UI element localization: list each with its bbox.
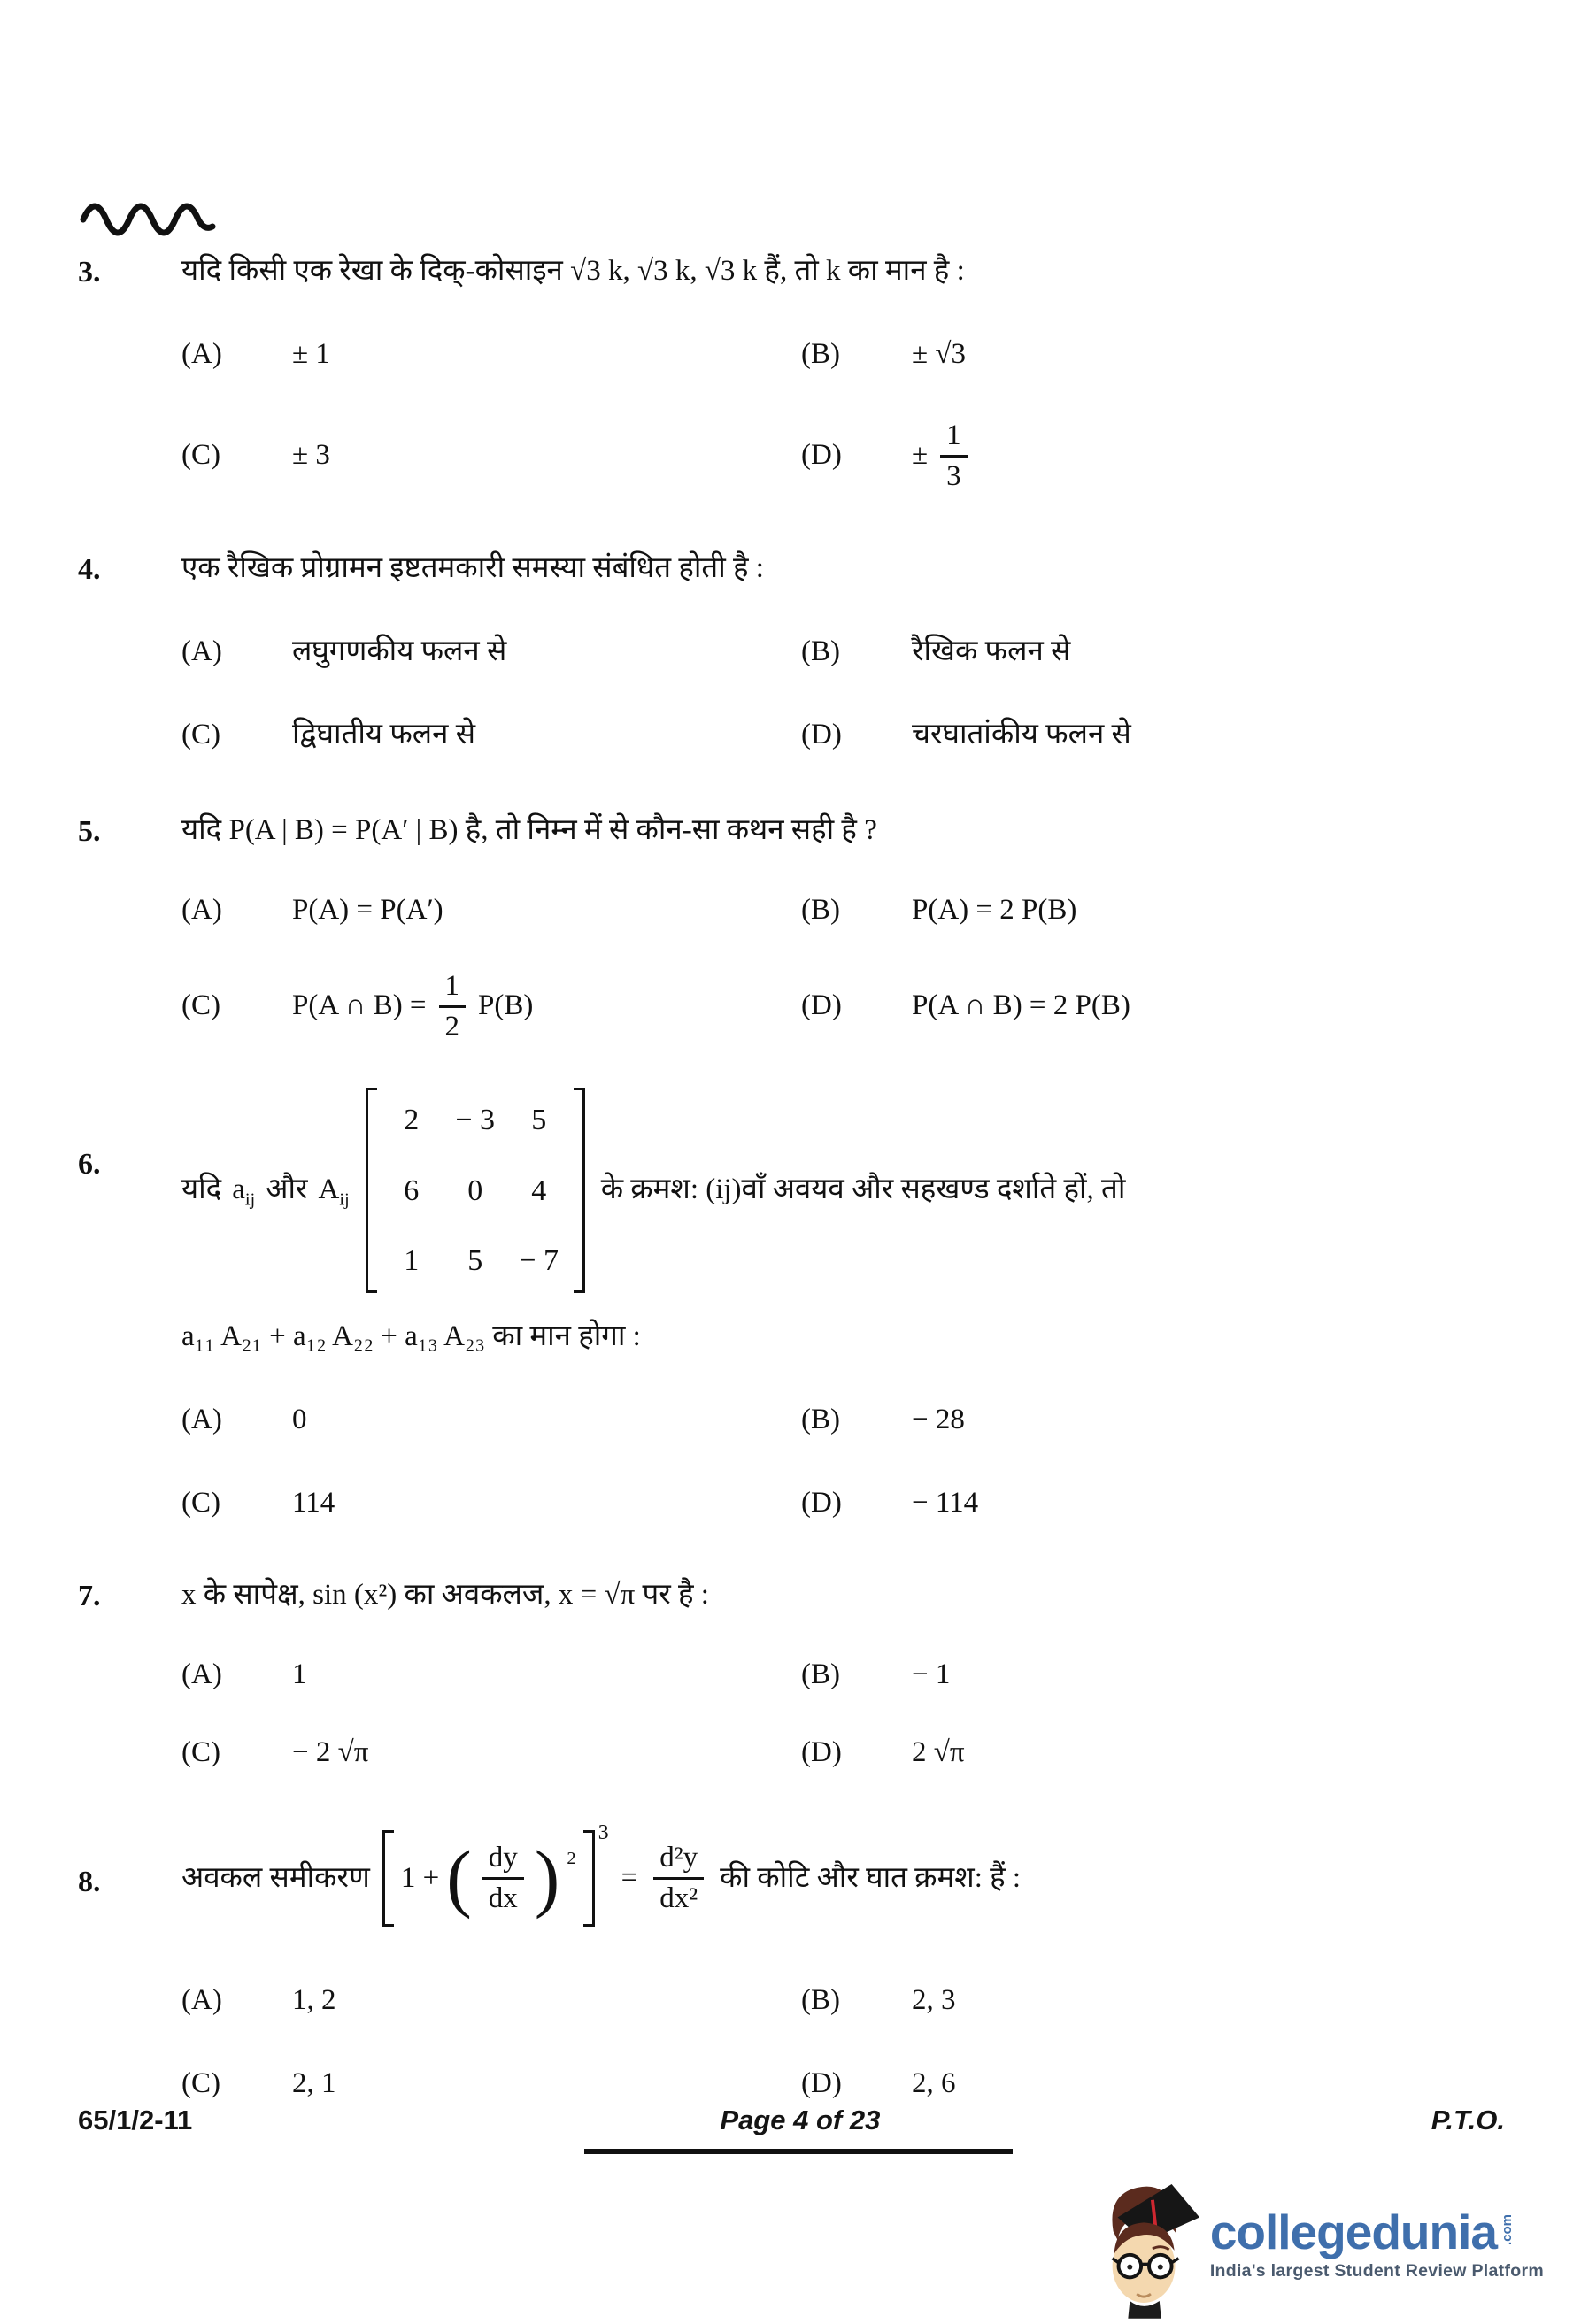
option-a xyxy=(181,334,801,376)
option-b xyxy=(801,1980,1505,2022)
A-ij: $A_{ij}$ xyxy=(318,1174,350,1211)
exponent-inner: 2 xyxy=(567,1849,576,1869)
option-label: (A) xyxy=(181,1404,222,1436)
option-value xyxy=(912,417,971,496)
matrix-cell: 0 xyxy=(467,1174,483,1207)
option-d xyxy=(801,985,1505,1027)
option-value: 2, 6 xyxy=(912,2067,956,2100)
exponent-outer: 3 xyxy=(598,1821,609,1845)
matrix-bracket-right xyxy=(574,1088,585,1293)
option-value: द्विघातीय फलन से xyxy=(292,719,476,751)
option-value: 1, 2 xyxy=(292,1984,336,2017)
option-c xyxy=(181,967,801,1046)
option-label: (C) xyxy=(181,719,220,751)
option-value: − 28 xyxy=(912,1404,965,1436)
option-value: 2 √π xyxy=(912,1735,965,1768)
option-a xyxy=(181,1654,801,1697)
matrix-cell: − 3 xyxy=(455,1104,496,1137)
option-value: P(A) = P(A′) xyxy=(292,893,443,926)
option-value: ± 3 xyxy=(292,439,330,472)
plus-minus: ± xyxy=(912,439,929,472)
option-value: P(A) = 2 P(B) xyxy=(912,893,1077,926)
question-4 xyxy=(78,548,1505,757)
option-label: (B) xyxy=(801,1658,840,1690)
matrix-bracket-left xyxy=(366,1088,377,1293)
question-text-line1: यदि $a_{ij}$ और $A_{ij}$ 2 − 3 5 6 0 4 1 5 − 7 के क्रमश: (ij)वाँ अवयव और सहखण्ड दर्शाते हों, तो xyxy=(181,1088,1505,1293)
question-6 xyxy=(78,1088,1505,1524)
option-value: 2, 3 xyxy=(912,1984,956,2017)
option-value: लघुगणकीय फलन से xyxy=(292,635,507,668)
option-value: ± 1 xyxy=(292,337,330,370)
fraction-dy-dx: $\frac{dy}{dx}$ xyxy=(482,1839,524,1918)
option-label: (A) xyxy=(181,337,222,370)
matrix-cell: 5 xyxy=(531,1104,547,1137)
fraction: $\frac{1}{2}$ xyxy=(439,967,467,1046)
option-value: − 114 xyxy=(912,1487,979,1520)
option-label: (D) xyxy=(801,989,842,1022)
question-8 xyxy=(78,1821,1505,2105)
option-value: P(A ∩ B) = $\frac{1}{2}$ P(B) xyxy=(292,967,533,1046)
option-value: − 1 xyxy=(912,1658,951,1690)
option-c xyxy=(181,435,801,477)
question-text: एक रैखिक प्रोग्रामन इष्टतमकारी समस्या संबंधित होती है : xyxy=(181,552,764,585)
square-bracket-group: 1 + ( $\frac{dy}{dx}$ ) $^2$ 3 xyxy=(382,1830,595,1927)
fraction: $\frac{1}{3}$ xyxy=(940,417,968,496)
option-label: (B) xyxy=(801,337,840,370)
brand-tld: .com xyxy=(1500,2214,1515,2246)
option-label: (C) xyxy=(181,2067,220,2100)
question-number: 8. xyxy=(78,1866,101,1899)
bracket-left xyxy=(382,1830,394,1927)
option-value: − 2 √π xyxy=(292,1735,369,1768)
paren-right: ) xyxy=(534,1835,560,1920)
option-value: 1 xyxy=(292,1658,307,1690)
question-number: 7. xyxy=(78,1579,101,1612)
option-c xyxy=(181,1732,801,1774)
a-ij: $a_{ij}$ xyxy=(232,1174,256,1211)
option-d xyxy=(801,714,1505,757)
option-label: (D) xyxy=(801,1487,842,1520)
option-label: (A) xyxy=(181,635,222,668)
option-d xyxy=(801,1482,1505,1525)
matrix-cell: 2 xyxy=(404,1104,420,1137)
option-label: (A) xyxy=(181,1658,222,1690)
paren-left: ( xyxy=(446,1835,472,1920)
bracket-right xyxy=(583,1830,595,1927)
differential-equation: अवकल समीकरण 1 + ( $\frac{dy}{dx}$ ) $^2$ 3 = $\frac{\text{d²y}}{\text{dx²}}$ की कोटि और घात क्रमश: हैं : xyxy=(181,1830,1505,1927)
question-text-line2: a₁₁ A₂₁ + a₁₂ A₂₂ + a₁₃ A₂₃ का मान होगा : xyxy=(181,1320,641,1353)
page-number: Page 4 of 23 xyxy=(720,2105,881,2135)
option-label: (C) xyxy=(181,989,220,1022)
question-number: 4. xyxy=(78,553,101,587)
option-value: 0 xyxy=(292,1404,307,1436)
option-b xyxy=(801,334,1505,376)
question-3 xyxy=(78,250,1505,495)
option-d xyxy=(801,417,1505,496)
option-a xyxy=(181,889,801,932)
option-b xyxy=(801,889,1505,932)
option-d xyxy=(801,2063,1505,2105)
paper-code: 65/1/2-11 xyxy=(78,2105,193,2135)
option-value: 114 xyxy=(292,1487,335,1520)
collegedunia-logo xyxy=(1091,2170,1544,2319)
option-label: (C) xyxy=(181,439,220,472)
option-label: (B) xyxy=(801,635,840,668)
option-label: (D) xyxy=(801,1735,842,1768)
option-label: (C) xyxy=(181,1735,220,1768)
option-label: (B) xyxy=(801,893,840,926)
option-label: (A) xyxy=(181,1984,222,2017)
option-a xyxy=(181,1980,801,2022)
squiggle-mark xyxy=(78,190,1505,236)
option-label: (D) xyxy=(801,439,842,472)
question-text: यदि P(A | B) = P(A′ | B) है, तो निम्न में से कौन-सा कथन सही है ? xyxy=(181,814,877,846)
question-5 xyxy=(78,810,1505,1045)
footer-underline xyxy=(584,2149,1013,2154)
option-value: 2, 1 xyxy=(292,2067,336,2100)
question-text: x के सापेक्ष, sin (x²) का अवकलज, x = √π पर है : xyxy=(181,1578,709,1611)
option-c xyxy=(181,2063,801,2105)
option-d xyxy=(801,1732,1505,1774)
fraction-d2y-dx2: $\frac{\text{d²y}}{\text{dx²}}$ xyxy=(653,1839,704,1918)
option-b xyxy=(801,1654,1505,1697)
option-label: (A) xyxy=(181,893,222,926)
matrix-cell: 1 xyxy=(404,1244,420,1278)
option-value: ± √3 xyxy=(912,337,966,370)
option-b xyxy=(801,1399,1505,1442)
matrix-cell: − 7 xyxy=(519,1244,559,1278)
option-label: (C) xyxy=(181,1487,220,1520)
matrix-cell: 5 xyxy=(467,1244,483,1278)
question-number: 6. xyxy=(78,1148,101,1181)
option-c xyxy=(181,1482,801,1525)
matrix-cell: 6 xyxy=(404,1174,420,1207)
option-c xyxy=(181,714,801,757)
option-value: चरघातांकीय फलन से xyxy=(912,719,1131,751)
option-value: P(A ∩ B) = 2 P(B) xyxy=(912,989,1130,1022)
squiggle-icon xyxy=(78,190,233,236)
option-label: (B) xyxy=(801,1984,840,2017)
question-7 xyxy=(78,1574,1505,1774)
question-number: 3. xyxy=(78,256,101,289)
brand-tagline: India's largest Student Review Platform xyxy=(1209,2260,1544,2281)
question-number: 5. xyxy=(78,815,101,848)
question-text: यदि किसी एक रेखा के दिक्-कोसाइन √3 k, √3 k, √3 k हैं, तो k का मान है : xyxy=(181,255,965,287)
matrix xyxy=(366,1088,585,1293)
brand-text-block xyxy=(1210,2207,1544,2282)
pto-label: P.T.O. xyxy=(1431,2105,1505,2135)
option-value: रैखिक फलन से xyxy=(912,635,1071,668)
mascot-icon xyxy=(1091,2170,1205,2319)
option-label: (D) xyxy=(801,719,842,751)
option-label: (D) xyxy=(801,2067,842,2100)
matrix-cell: 4 xyxy=(531,1174,547,1207)
option-b xyxy=(801,631,1505,673)
option-a xyxy=(181,631,801,673)
brand-name: collegedunia xyxy=(1209,2205,1497,2260)
option-label: (B) xyxy=(801,1404,840,1436)
option-a xyxy=(181,1399,801,1442)
